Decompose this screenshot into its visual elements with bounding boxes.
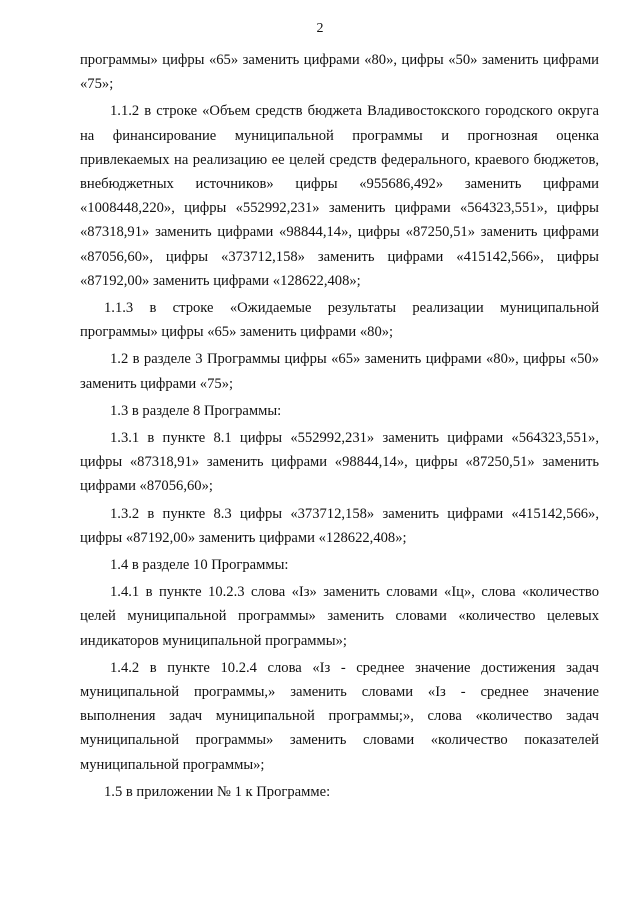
paragraph-1-4-2: 1.4.2 в пункте 10.2.4 слова «Iз - среднее значение достижения задач муниципальной программы,» заменить словами «Iз - среднее значение выполнения задач муниципальной программы;», слова «количество задач муниципальной программы» заменить словами «количество показателей муниципальной программы»;: [80, 659, 599, 773]
paragraph-1-4: 1.4 в разделе 10 Программы:: [110, 557, 289, 574]
paragraph-1-2: 1.2 в разделе 3 Программы цифры «65» заменить цифрами «80», цифры «50» заменить цифрами «75»;: [80, 351, 599, 392]
paragraph-1-1-2: 1.1.2 в строке «Объем средств бюджета Владивостокского городского округа на финансирование муниципальной программы и прогнозная оценка привлекаемых на реализацию ее целей средств федерального, краевого бюджетов, внебюджетных источников» цифры «955686,492» заменить цифрами «1008448,220», цифры «552992,231» заменить цифрами «564323,551», цифры «87318,91» заменить цифрами «98844,14», цифры «87250,51» заменить цифрами «87056,60», цифры «373712,158» заменить цифрами «415142,566», цифры «87192,00» заменить цифрами «128622,408»;: [80, 103, 599, 289]
paragraph-continuation: программы» цифры «65» заменить цифрами «80», цифры «50» заменить цифрами «75»;: [80, 52, 599, 93]
paragraph-1-3: 1.3 в разделе 8 Программы:: [110, 402, 282, 419]
document-body: [80, 48, 599, 807]
page-number: 2: [316, 21, 324, 36]
paragraph-1-3-2: 1.3.2 в пункте 8.3 цифры «373712,158» заменить цифрами «415142,566», цифры «87192,00» заменить цифрами «128622,408»;: [80, 505, 599, 546]
paragraph-1-3-1: 1.3.1 в пункте 8.1 цифры «552992,231» заменить цифрами «564323,551», цифры «87318,91» заменить цифрами «98844,14», цифры «87250,51» заменить цифрами «87056,60»;: [80, 430, 599, 495]
paragraph-1-4-1: 1.4.1 в пункте 10.2.3 слова «Iз» заменить словами «Iц», слова «количество целей муниципальной программы» заменить словами «количество целевых индикаторов муниципальной программы»;: [80, 584, 599, 649]
paragraph-1-1-3: 1.1.3 в строке «Ожидаемые результаты реализации муниципальной программы» цифры «65» заменить цифрами «80»;: [80, 300, 599, 341]
paragraph-1-5: 1.5 в приложении № 1 к Программе:: [104, 783, 331, 800]
